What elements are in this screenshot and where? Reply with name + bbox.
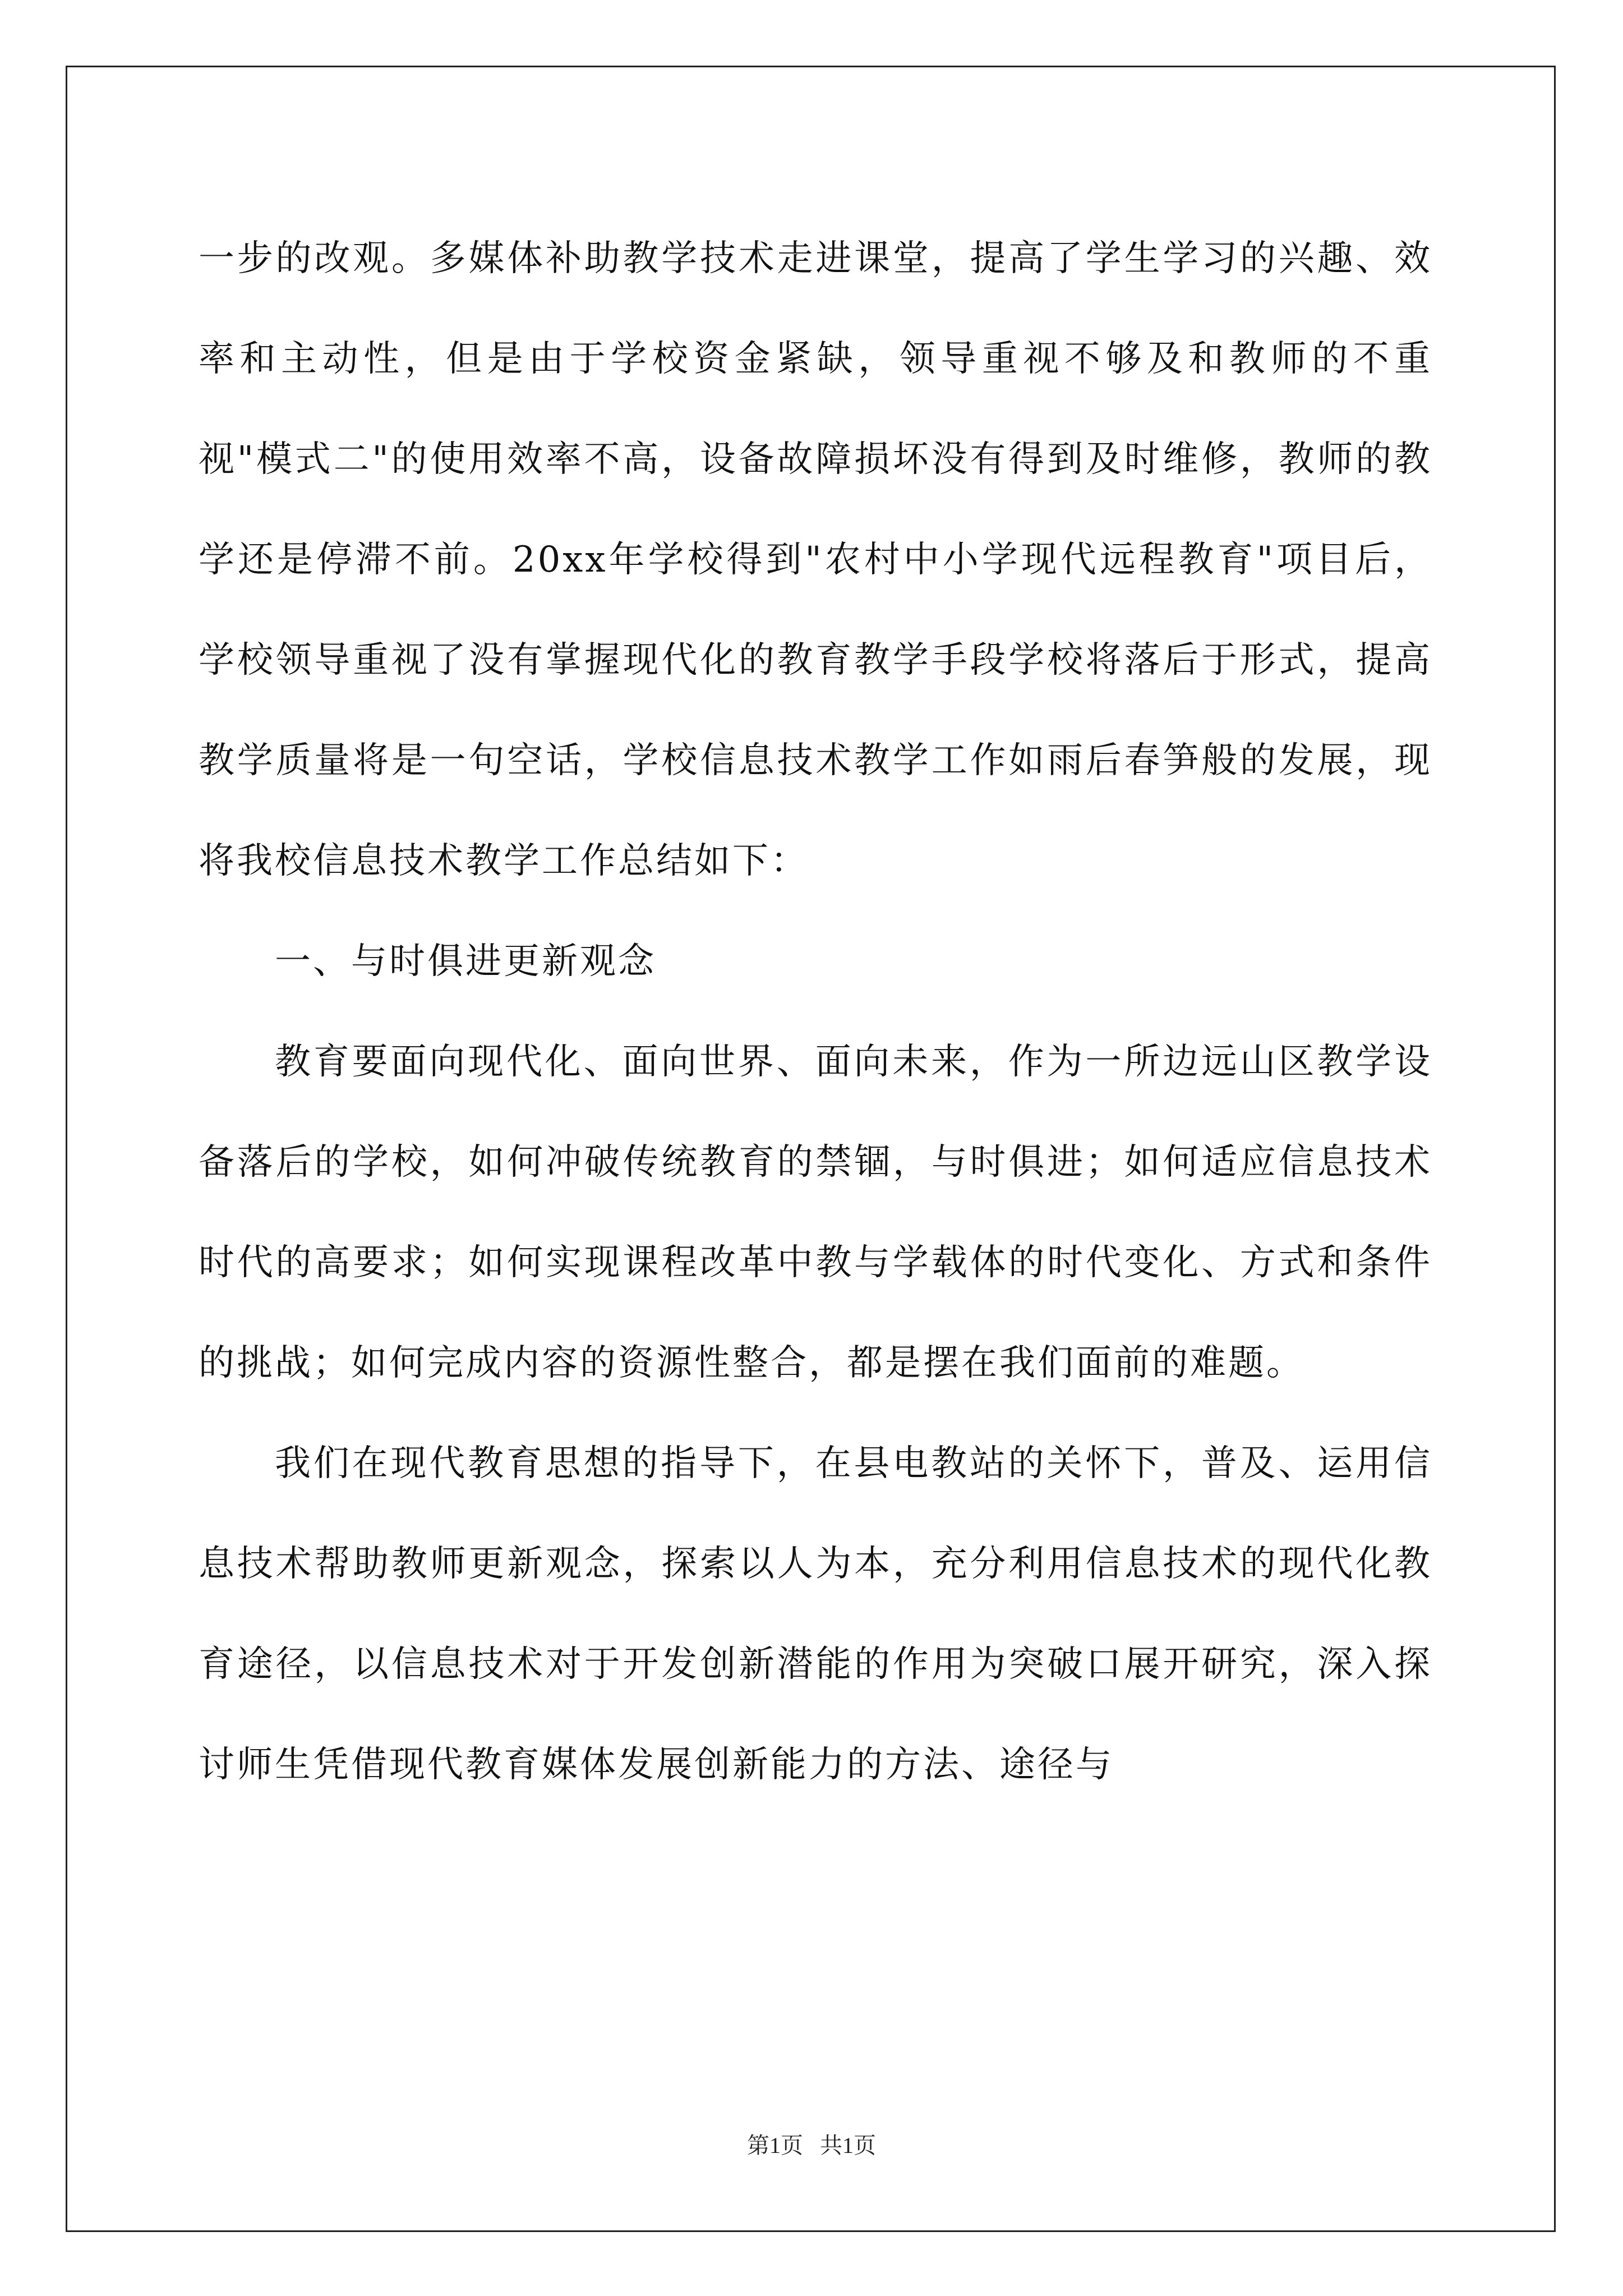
page-footer: [0, 2129, 1623, 2162]
page-total: 共1页: [820, 2133, 876, 2158]
paragraph-continuation: 一步的改观。多媒体补助教学技术走进课堂，提高了学生学习的兴趣、效率和主动性，但是由于学校资金紧缺，领导重视不够及和教师的不重视"模式二"的使用效率不高，设备故障损坏没有得到及时维修，教师的教学还是停滞不前。20xx年学校得到"农村中小学现代远程教育"项目后，学校领导重视了没有掌握现代化的教育教学手段学校将落后于形式，提高教学质量将是一句空话，学校信息技术教学工作如雨后春笋般的发展，现将我校信息技术教学工作总结如下：: [199, 238, 1432, 882]
paragraph: 教育要面向现代化、面向世界、面向未来，作为一所边远山区教学设备落后的学校，如何冲破传统教育的禁锢，与时俱进；如何适应信息技术时代的高要求；如何实现课程改革中教与学载体的时代变化、方式和条件的挑战；如何完成内容的资源性整合，都是摆在我们面前的难题。: [199, 1041, 1432, 1384]
section-heading: 一、与时俱进更新观念: [275, 941, 656, 982]
page-number: 第1页: [747, 2133, 803, 2158]
paragraph: 我们在现代教育思想的指导下，在县电教站的关怀下，普及、运用信息技术帮助教师更新观念，探索以人为本，充分利用信息技术的现代化教育途径，以信息技术对于开发创新潜能的作用为突破口展开研究，深入探讨师生凭借现代教育媒体发展创新能力的方法、途径与: [199, 1443, 1432, 1786]
document-body: [199, 209, 1432, 1815]
